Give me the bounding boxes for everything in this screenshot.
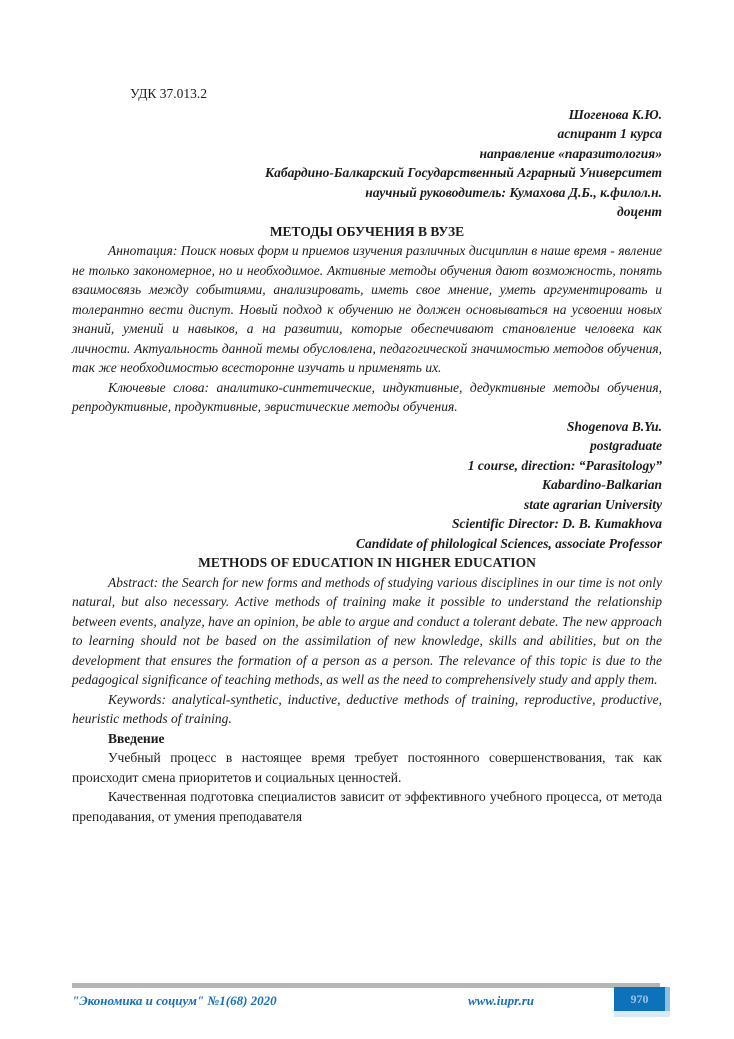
- author-block-ru: [72, 105, 662, 222]
- supervisor-title-en: Candidate of philological Sciences, associate Professor: [356, 535, 662, 551]
- page-number-badge: [614, 987, 670, 1011]
- page-footer: [72, 983, 662, 1017]
- abstract-text-ru: Поиск новых форм и приемов изучения различных дисциплин в наше время - явление не только закономерное, но и необходимое. Активные методы обучения дают возможность, понять взаимосвязь между событиями, анализировать, иметь свое мнение, уметь аргументировать и толерантно вести диспут. Новый подход к обучению не должен основываться на усвоении новых знаний, умений и навыков, а на развитии, которые обеспечивают становление человека как личности. Актуальность данной темы обусловлена, педагогической значимостью методов обучения, так же необходимостью всесторонне изучать и применять их.: [72, 243, 662, 375]
- keywords-label-ru: Ключевые слова:: [108, 379, 209, 395]
- abstract-label-ru: Аннотация:: [108, 243, 178, 258]
- abstract-en: [72, 573, 662, 690]
- intro-paragraph-2: Качественная подготовка специалистов зависит от эффективного учебного процесса, от метода преподавания, от умения преподавателя: [72, 789, 662, 824]
- keywords-text-ru: аналитико-синтетические, индуктивные, дедуктивные методы обучения, репродуктивные, продуктивные, эвристические методы обучения.: [72, 379, 662, 414]
- abstract-label-en: Abstract:: [108, 574, 159, 590]
- keywords-ru: [72, 378, 662, 417]
- abstract-ru: [72, 241, 662, 378]
- supervisor-en: Scientific Director: D. B. Kumakhova: [452, 516, 662, 531]
- title-en: METHODS OF EDUCATION IN HIGHER EDUCATION: [198, 555, 536, 570]
- page-number: 970: [630, 991, 649, 1006]
- intro-paragraph-1: Учебный процесс в настоящее время требует постоянного совершенствования, так как происходит смена приоритетов и социальных ценностей.: [72, 750, 662, 785]
- keywords-text-en: analytical-synthetic, inductive, deductive methods of training, reproductive, productive, heuristic methods of training.: [72, 691, 662, 726]
- title-ru: МЕТОДЫ ОБУЧЕНИЯ В ВУЗЕ: [269, 223, 465, 239]
- keywords-label-en: Keywords:: [108, 691, 166, 707]
- author-university-en-2: state agrarian University: [523, 496, 662, 512]
- author-direction-en: 1 course, direction: “Parasitology”: [467, 457, 662, 473]
- author-degree-en: postgraduate: [589, 438, 662, 453]
- author-name-en: Shogenova B.Yu.: [566, 418, 662, 434]
- journal-title: "Экономика и социум" №1(68) 2020: [72, 993, 277, 1008]
- author-direction-ru: направление «паразитология»: [479, 145, 662, 161]
- author-name-ru: Шогенова К.Ю.: [568, 106, 662, 122]
- page-number-badge-shadow: [614, 1011, 670, 1017]
- supervisor-ru: научный руководитель: Кумахова Д.Б., к.филол.н.: [365, 184, 662, 200]
- author-degree-ru: аспирант 1 курса: [557, 126, 662, 141]
- page-content: [72, 84, 662, 826]
- supervisor-title-ru: доцент: [617, 204, 662, 219]
- author-block-en: [72, 417, 662, 554]
- section-heading-introduction: Введение: [108, 730, 165, 746]
- journal-website-link[interactable]: www.iupr.ru: [467, 993, 534, 1008]
- footer-divider: [72, 983, 660, 988]
- author-university-en-1: Kabardino-Balkarian: [541, 477, 662, 492]
- udk-code: УДК 37.013.2: [130, 86, 208, 101]
- author-university-ru: Кабардино-Балкарский Государственный Аграрный Университет: [264, 165, 662, 180]
- keywords-en: [72, 690, 662, 729]
- abstract-text-en: the Search for new forms and methods of studying various disciplines in our time is not only natural, but also necessary. Active methods of training make it possible to understand the relationship between events, analyze, have an opinion, be able to argue and conduct a tolerant debate. The new approach to learning should not be based on the assimilation of new knowledge, skills and abilities, but on the development that ensures the formation of a person as a person. The relevance of this topic is due to the pedagogical significance of teaching methods, as well as the need to comprehensively study and apply them.: [72, 574, 662, 687]
